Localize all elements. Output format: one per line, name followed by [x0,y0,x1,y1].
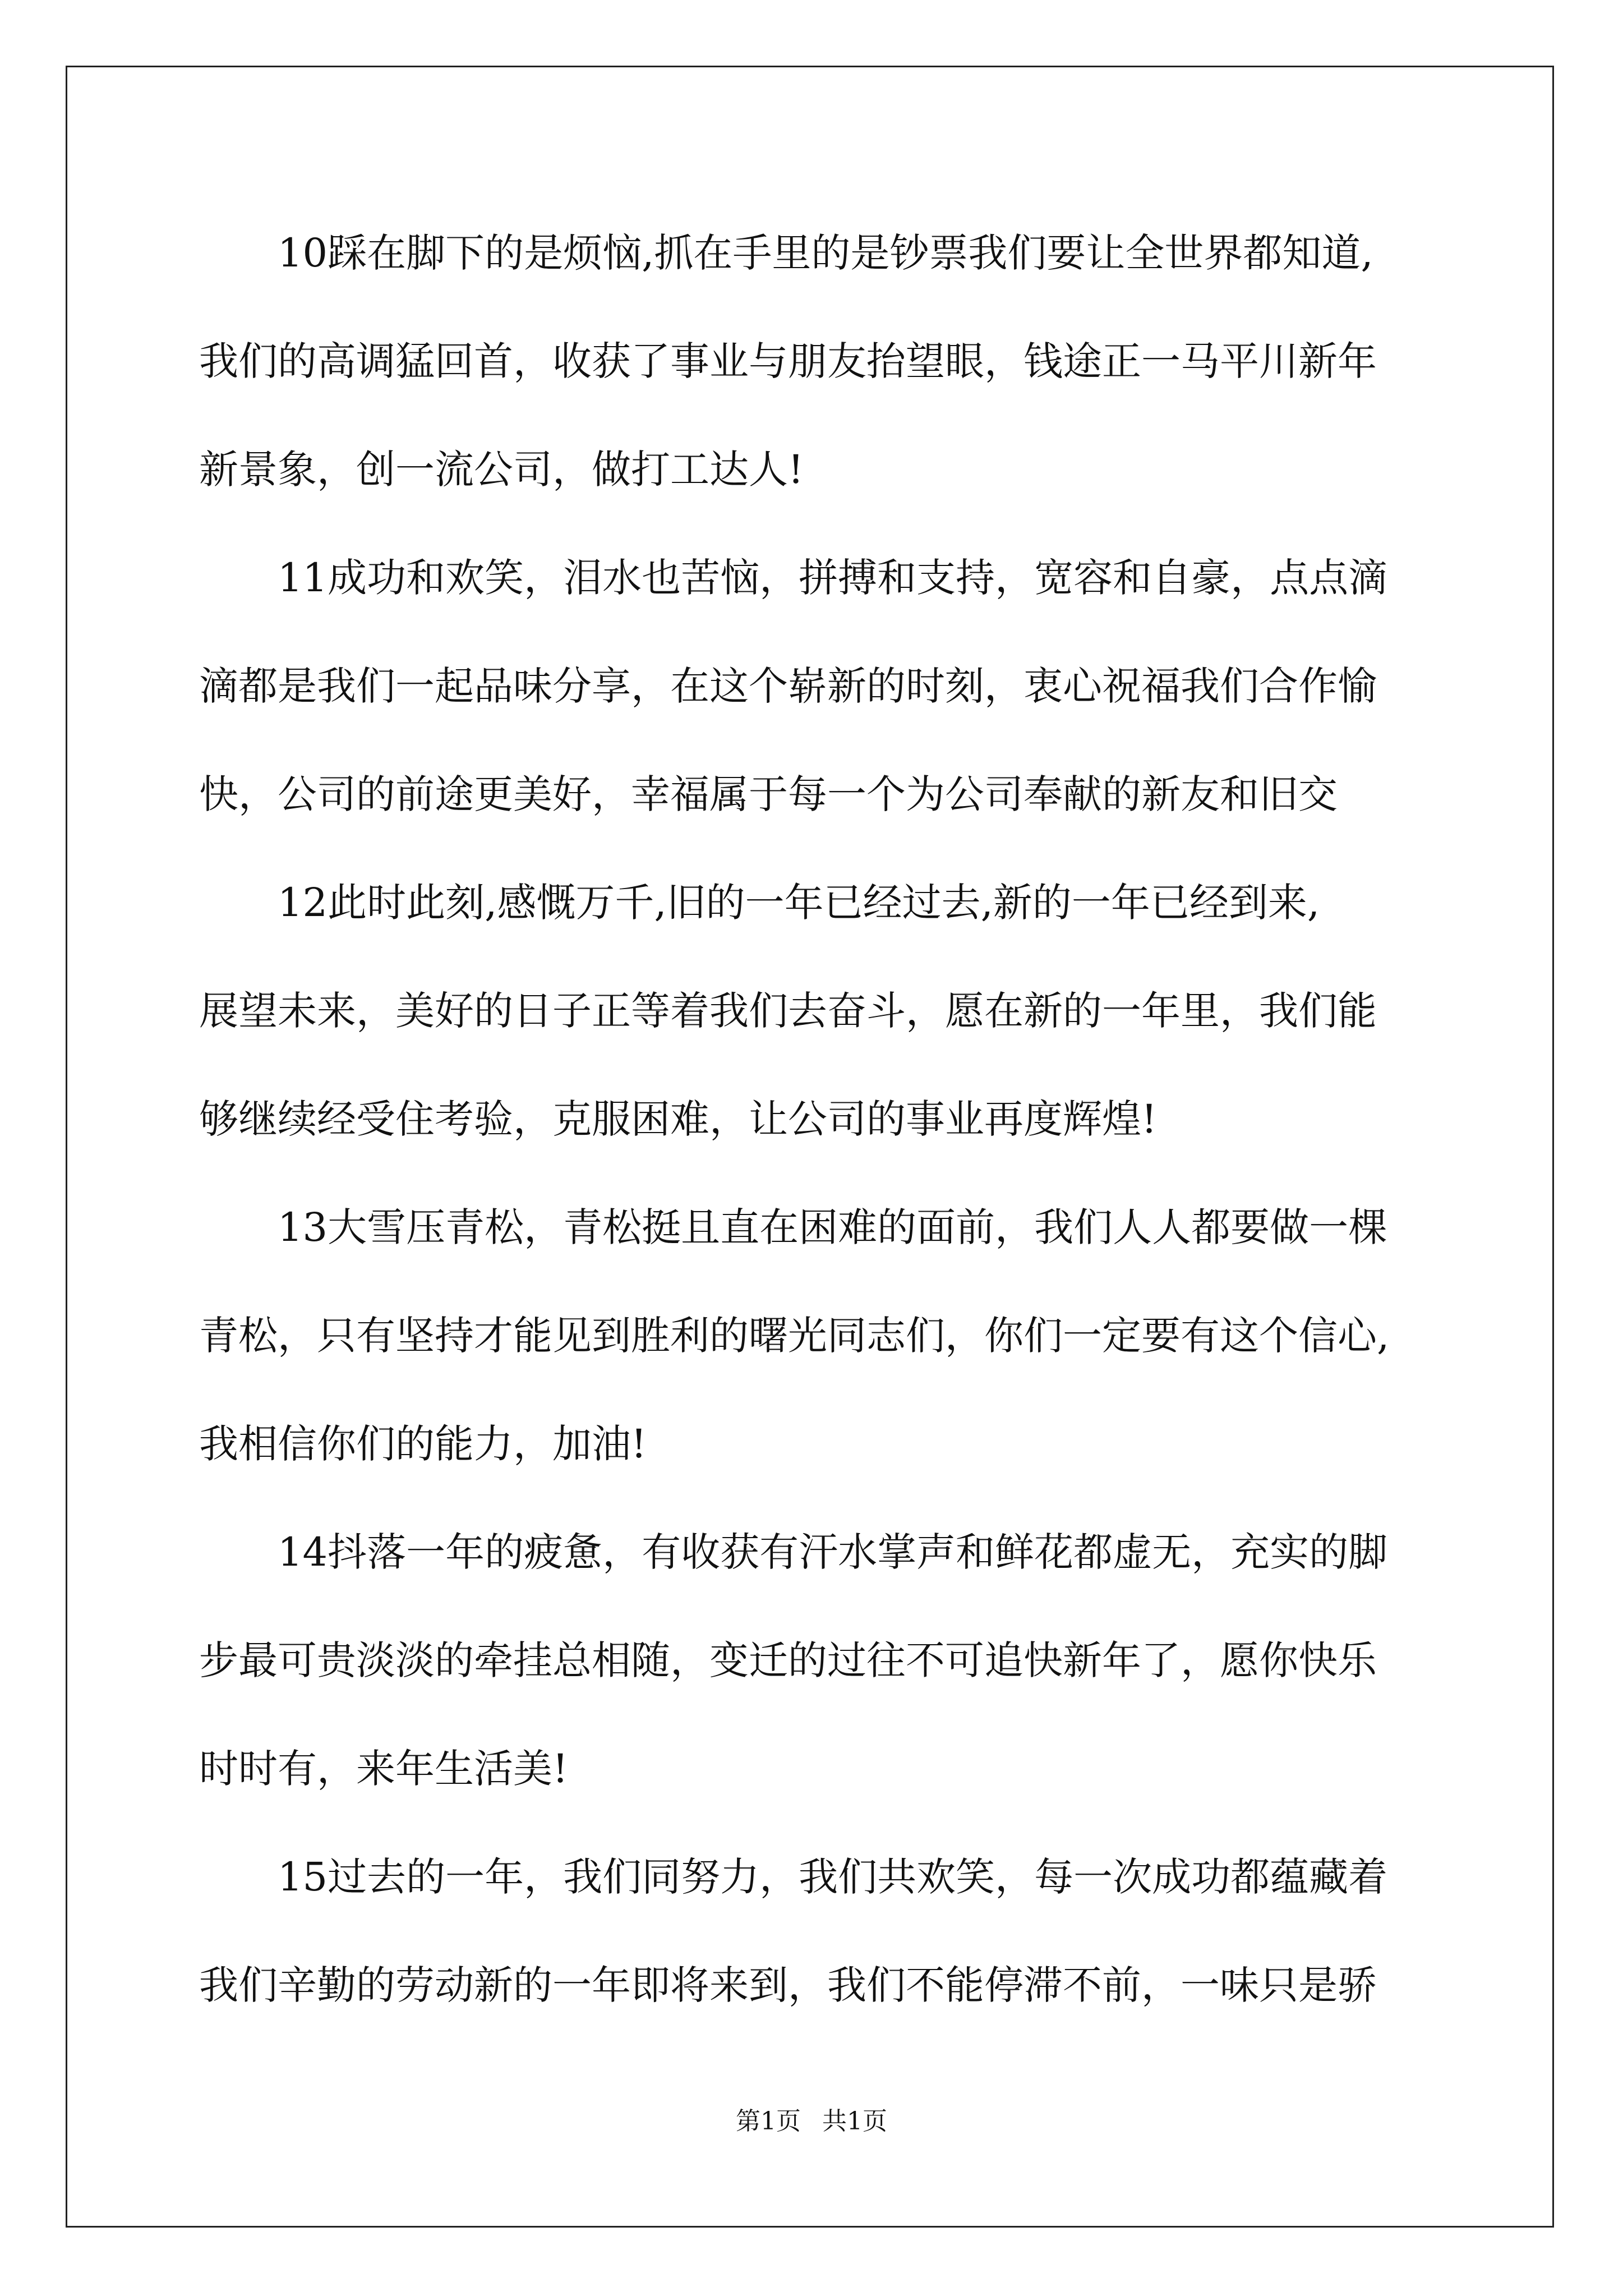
text-line: 时时有，来年生活美! [199,1746,569,1792]
current-page-number: 第1页 [736,2107,801,2136]
text-line: 我们辛勤的劳动新的一年即将来到，我们不能停滞不前，一味只是骄 [199,1962,1377,2008]
text-line: 滴都是我们一起品味分享，在这个崭新的时刻，衷心祝福我们合作愉 [199,663,1377,709]
text-line: 我相信你们的能力，加油! [199,1421,647,1467]
text-line: 青松，只有坚持才能见到胜利的曙光同志们，你们一定要有这个信心, [199,1313,1390,1359]
text-line: 11成功和欢笑，泪水也苦恼，拼搏和支持，宽容和自豪，点点滴 [278,555,1388,601]
text-line: 10踩在脚下的是烦恼,抓在手里的是钞票我们要让全世界都知道, [278,230,1373,276]
text-line: 14抖落一年的疲惫，有收获有汗水掌声和鲜花都虚无，充实的脚 [278,1529,1388,1575]
page-footer [0,2101,1623,2137]
total-page-count: 共1页 [822,2107,887,2136]
text-line: 步最可贵淡淡的牵挂总相随，变迁的过往不可追快新年了，愿你快乐 [199,1637,1377,1683]
text-line: 12此时此刻,感慨万千,旧的一年已经过去,新的一年已经到来, [278,880,1320,926]
text-line: 15过去的一年，我们同努力，我们共欢笑，每一次成功都蕴藏着 [278,1854,1388,1900]
paragraph-14 [199,1498,1427,1823]
paragraph-10 [199,199,1427,524]
text-line: 快，公司的前途更美好，幸福属于每一个为公司奉献的新友和旧交 [199,771,1338,817]
paragraph-12 [199,849,1427,1174]
text-line: 新景象，创一流公司，做打工达人! [199,447,804,493]
document-body [199,199,1427,2040]
text-line: 够继续经受住考验，克服困难，让公司的事业再度辉煌! [199,1096,1158,1142]
paragraph-11 [199,524,1427,849]
text-line: 展望未来，美好的日子正等着我们去奋斗，愿在新的一年里，我们能 [199,988,1377,1034]
text-line: 我们的高调猛回首，收获了事业与朋友抬望眼，钱途正一马平川新年 [199,338,1377,384]
text-line: 13大雪压青松，青松挺且直在困难的面前，我们人人都要做一棵 [278,1204,1388,1250]
paragraph-15 [199,1823,1427,2040]
paragraph-13 [199,1174,1427,1498]
